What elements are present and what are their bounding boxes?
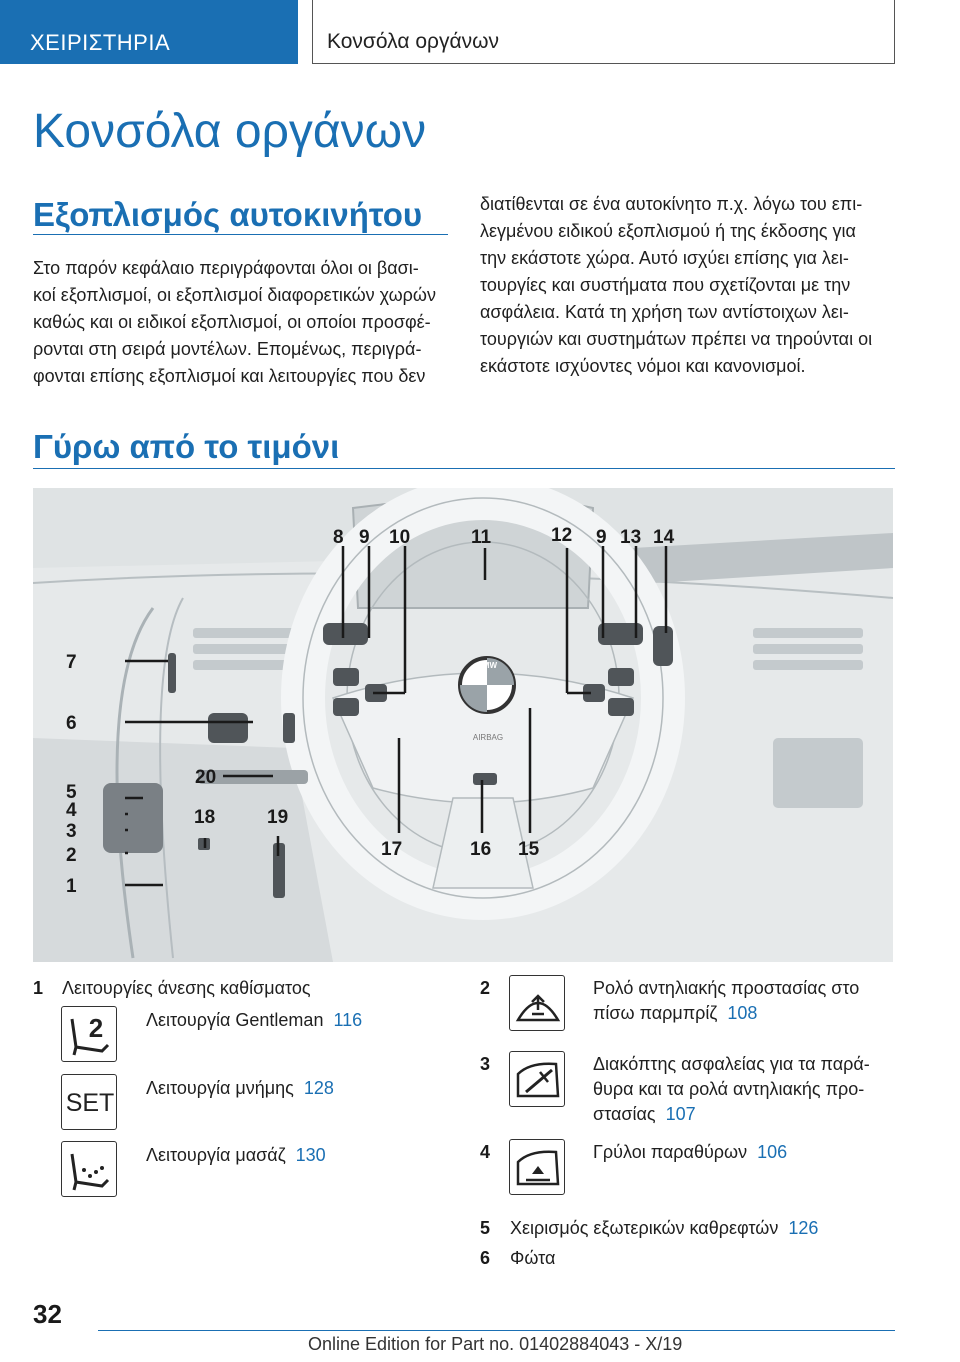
seat-2-icon (61, 1006, 117, 1062)
airbag-label: AIRBAG (472, 733, 504, 742)
callout: 1 (66, 876, 77, 897)
page-ref-link[interactable]: 128 (303, 1078, 334, 1098)
item-window-lock (593, 1052, 870, 1127)
callout: 9 (359, 527, 370, 548)
callout: 14 (653, 527, 675, 548)
section-rule (33, 234, 448, 235)
item-label-1: Λειτουργίες άνεσης καθίσματος (62, 978, 311, 998)
item-number-3: 3 (480, 1054, 491, 1074)
item-number-5: 5 (480, 1218, 491, 1238)
footer-edition: Online Edition for Part no. 01402884043 - X/19 (308, 1334, 683, 1354)
callout: 16 (470, 839, 492, 860)
text-line: εκάστοτε ισχύοντες νόμοι και κανονισμοί. (480, 356, 806, 376)
callout: 5 (66, 782, 77, 803)
item-label: θυρα και τα ρολά αντηλιακής προ- (593, 1079, 865, 1099)
callout: 20 (195, 767, 217, 788)
callout: 18 (194, 807, 216, 828)
callout: 4 (66, 800, 77, 821)
text-line: κοί εξοπλισμοί, οι εξοπλισμοί διαφορετικών χωρών (33, 285, 436, 305)
page-number: 32 (33, 1299, 62, 1329)
item-label: Χειρισμός εξωτερικών καθρεφτών (510, 1218, 779, 1238)
cockpit-drawing (33, 488, 893, 962)
item-lights: Φώτα (510, 1248, 556, 1268)
item-number-1: 1 (33, 978, 44, 998)
item-number-6: 6 (480, 1248, 491, 1268)
svg-text:2: 2 (88, 1013, 104, 1043)
intro-text-left (33, 255, 436, 390)
page-ref-link[interactable]: 106 (757, 1142, 788, 1162)
item-label: στασίας (593, 1104, 656, 1124)
item-label: Γρύλοι παραθύρων (593, 1142, 748, 1162)
callout: 12 (551, 525, 573, 546)
window-lock-icon (509, 1051, 565, 1107)
callout: 8 (333, 527, 344, 548)
text-line: φονται επίσης εξοπλισμοί και λειτουργίες που δεν (33, 366, 426, 386)
callout: 15 (518, 839, 540, 860)
item-label: Λειτουργία μασάζ (146, 1145, 286, 1165)
callout: 10 (389, 527, 411, 548)
text-line: λεγμένου ειδικού εξοπλισμού ή της έκδοσης για (480, 221, 856, 241)
text-line: διατίθενται σε ένα αυτοκίνητο π.χ. λόγω του επι- (480, 194, 863, 214)
item-rear-sunblind (593, 976, 859, 1026)
page-ref-link[interactable]: 116 (333, 1010, 363, 1030)
item-label: Ρολό αντηλιακής προστασίας στο (593, 978, 860, 998)
massage-seat-icon (61, 1141, 117, 1197)
page-ref-link[interactable]: 108 (727, 1003, 758, 1023)
callout: 3 (66, 821, 77, 842)
page-ref-link[interactable]: 130 (295, 1145, 326, 1165)
section-header: Κονσόλα οργάνων (312, 0, 895, 64)
window-lift-icon (509, 1139, 565, 1195)
footer-rule (98, 1330, 895, 1331)
callout: 17 (381, 839, 403, 860)
item-mirrors (510, 1216, 818, 1241)
item-number-4: 4 (480, 1142, 491, 1162)
text-line: ασφάλεια. Κατά τη χρήση των αντίστοιχων λει- (480, 302, 849, 322)
item-gentleman (146, 1008, 362, 1033)
page-ref-link[interactable]: 126 (788, 1218, 819, 1238)
cockpit-illustration (33, 488, 893, 962)
item-label: Λειτουργία Gentleman (146, 1010, 324, 1030)
section-title-steering: Γύρω από το τιμόνι (33, 428, 340, 465)
page-ref-link[interactable]: 107 (665, 1104, 696, 1124)
callout: 7 (66, 652, 77, 673)
text-line: τουργιών και συστημάτων πρέπει να τηρούνται οι (480, 329, 873, 349)
bmw-logo-text: BMW (477, 661, 497, 670)
section-rule (33, 468, 895, 469)
chapter-tab[interactable]: ΧΕΙΡΙΣΤΗΡΙΑ (0, 0, 298, 64)
callout: 6 (66, 713, 77, 734)
rear-sunblind-icon (509, 975, 565, 1031)
callout: 9 (596, 527, 607, 548)
text-line: καθώς και οι ειδικοί εξοπλισμοί, οι οποίοι προσφέ- (33, 312, 431, 332)
item-window-lift (593, 1140, 787, 1165)
item-memory (146, 1076, 334, 1101)
set-icon (61, 1074, 117, 1130)
text-line: Στο παρόν κεφάλαιο περιγράφονται όλοι οι βασι- (33, 258, 419, 278)
callout: 2 (66, 845, 77, 866)
set-icon-text: SET (65, 1089, 115, 1117)
callout: 13 (620, 527, 642, 548)
item-label: Διακόπτης ασφαλείας για τα παρά- (593, 1054, 870, 1074)
item-label: πίσω παρμπρίζ (593, 1003, 718, 1023)
item-massage (146, 1143, 326, 1168)
callout: 11 (471, 527, 492, 548)
intro-text-right (480, 191, 872, 380)
callout: 19 (267, 807, 289, 828)
text-line: την εκάστοτε χώρα. Αυτό ισχύει επίσης για λει- (480, 248, 849, 268)
item-number-2: 2 (480, 978, 491, 998)
section-title-equipment: Εξοπλισμός αυτοκινήτου (33, 196, 423, 233)
item-label: Λειτουργία μνήμης (146, 1078, 294, 1098)
text-line: ρονται στη σειρά μοντέλων. Επομένως, περιγρά- (33, 339, 422, 359)
page-title: Κονσόλα οργάνων (33, 105, 427, 158)
text-line: τουργίες και συστήματα που σχετίζονται με την (480, 275, 851, 295)
